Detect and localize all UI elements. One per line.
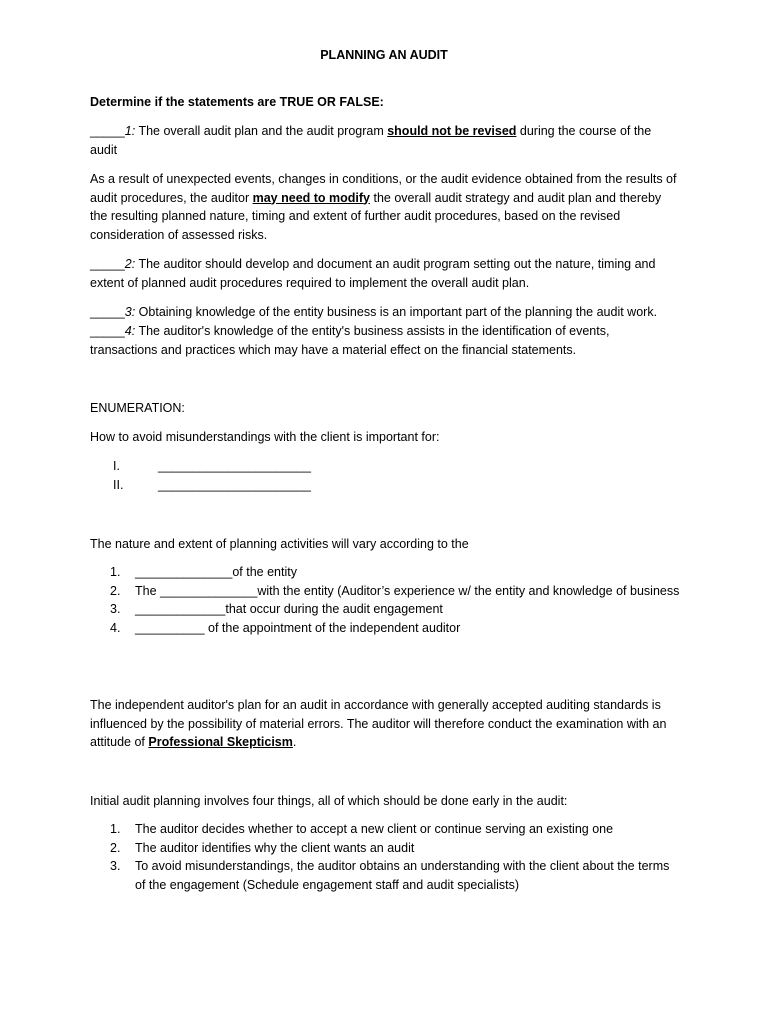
question-number: 3: [124, 305, 136, 319]
question-text: during the course of the audit [90, 124, 652, 157]
list-text: The auditor decides whether to accept a new client or continue serving an existing one [135, 822, 614, 836]
emphasis-text: should not be revised [387, 124, 517, 138]
answer-blank: _____ [90, 257, 125, 271]
list-number: 3. [110, 602, 121, 616]
question-text: The auditor's knowledge of the entity's business assists in the identification of events, transactions and practices which may have a material effect on the financial statements. [90, 324, 610, 357]
list-text: __________ of the appointment of the independent auditor [135, 620, 461, 635]
list-text: ______________________ [158, 459, 311, 473]
enumeration-heading: ENUMERATION: [90, 401, 185, 415]
nature-list [90, 563, 680, 637]
list-number: I. [113, 459, 120, 473]
emphasis-text: may need to modify [252, 190, 370, 205]
list-number: 1. [110, 822, 121, 836]
list-item [90, 582, 680, 601]
explanation-text: the overall audit strategy and audit plan and thereby the resulting planned nature, timing and extent of further audit procedures, based on the revised consideration of assessed risks. [90, 190, 662, 242]
list-text: To avoid misunderstandings, the auditor obtains an understanding with the client about the terms of the engagement (Schedule engagement staff and audit specialists) [135, 859, 670, 892]
emphasis-text: Professional Skepticism [148, 735, 293, 749]
answer-blank: _____ [90, 124, 125, 138]
list-item [90, 600, 680, 619]
list-item [90, 839, 680, 858]
initial-planning-list [90, 820, 680, 894]
page-title: PLANNING AN AUDIT [320, 48, 448, 62]
enumeration-list [90, 457, 680, 494]
list-text: _____________that occur during the audit engagement [135, 602, 443, 616]
list-item [90, 457, 680, 476]
list-item [90, 820, 680, 839]
question-number: 2: [124, 257, 136, 271]
paragraph-text: The independent auditor's plan for an audit in accordance with generally accepted auditing standards is influenced by the possibility of material errors. The auditor will therefore conduct the examination with an attitude of [90, 698, 667, 749]
list-item [90, 619, 680, 638]
tf-question-4 [90, 322, 680, 359]
question-text: The auditor should develop and document an audit program setting out the nature, timing and extent of planned audit procedures required to implement the overall audit plan. [90, 257, 656, 290]
list-number: 3. [110, 859, 121, 873]
question-text: The overall audit plan and the audit program [135, 124, 388, 138]
tf-question-1 [90, 122, 680, 159]
list-item [90, 857, 680, 894]
list-item [90, 563, 680, 582]
question-number: 4: [124, 324, 136, 338]
list-number: 2. [110, 840, 121, 855]
initial-planning-intro: Initial audit planning involves four things, all of which should be done early in the audit: [90, 794, 568, 808]
nature-intro: The nature and extent of planning activities will vary according to the [90, 537, 469, 551]
tf-question-3 [90, 303, 680, 322]
answer-blank: _____ [90, 324, 125, 338]
list-number: 2. [110, 583, 121, 598]
list-item [90, 476, 680, 495]
enumeration-prompt: How to avoid misunderstandings with the client is important for: [90, 430, 440, 444]
list-text: ______________of the entity [135, 565, 297, 579]
question-text: Obtaining knowledge of the entity business is an important part of the planning the audit work. [135, 305, 658, 319]
true-false-heading: Determine if the statements are TRUE OR FALSE: [90, 95, 384, 109]
tf-question-2 [90, 255, 680, 292]
list-text: The ______________with the entity (Auditor’s experience w/ the entity and knowledge of business [135, 583, 680, 598]
explanation-text: As a result of unexpected events, changes in conditions, or the audit evidence obtained from the results of audit procedures, the auditor [90, 172, 677, 205]
list-number: II. [113, 477, 124, 492]
tf-explanation [90, 170, 680, 244]
question-number: 1: [124, 124, 136, 138]
list-number: 4. [110, 620, 121, 635]
answer-blank: _____ [90, 305, 125, 319]
list-text: The auditor identifies why the client wants an audit [135, 840, 415, 855]
skepticism-paragraph [90, 696, 680, 752]
list-number: 1. [110, 565, 121, 579]
list-text: ______________________ [158, 477, 311, 492]
paragraph-text: . [292, 735, 297, 749]
